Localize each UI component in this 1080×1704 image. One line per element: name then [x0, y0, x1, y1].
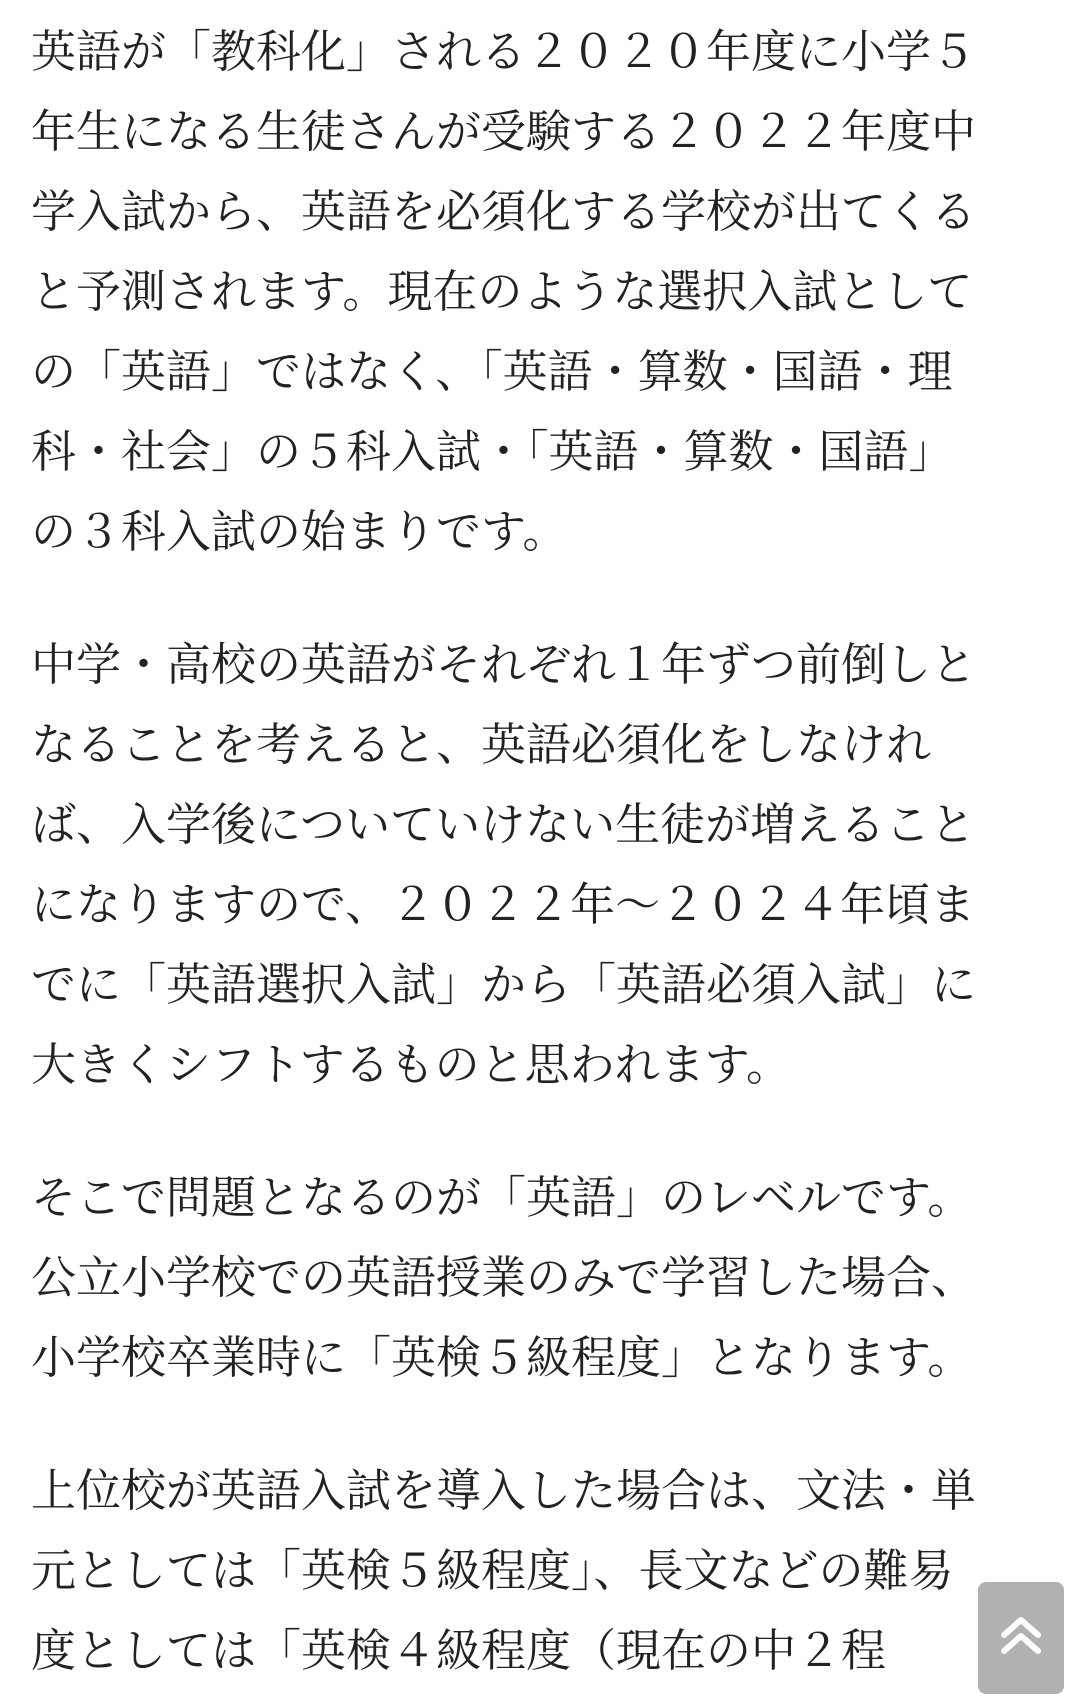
- text-line: 年生になる生徒さんが受験する２０２２年度中: [31, 105, 977, 158]
- paragraph: [31, 1158, 1051, 1398]
- paragraph-gap: [31, 1398, 1051, 1451]
- text-line: の３科入試の始まりです。: [31, 505, 568, 558]
- text-line: 度としては「英検４級程度（現在の中２程: [31, 1624, 887, 1677]
- text-line: ば、入学後についていけない生徒が増えること: [31, 798, 976, 851]
- text-line: の「英語」ではなく、「英語・算数・国語・理: [31, 345, 953, 398]
- paragraph: [31, 1451, 1051, 1691]
- scroll-to-top-button[interactable]: [978, 1582, 1064, 1694]
- text-line: 上位校が英語入試を導入した場合は、文法・単: [31, 1464, 977, 1517]
- text-line: と予測されます。現在のような選択入試として: [31, 265, 973, 318]
- article-body: [31, 12, 1051, 1691]
- paragraph: [31, 12, 1051, 572]
- double-chevron-up-icon: [996, 1611, 1046, 1665]
- text-line: 中学・高校の英語がそれぞれ１年ずつ前倒しと: [31, 638, 977, 691]
- paragraph-gap: [31, 1105, 1051, 1158]
- paragraph-gap: [31, 572, 1051, 625]
- text-line: なることを考えると、英語必須化をしなけれ: [31, 718, 932, 771]
- text-line: そこで問題となるのが「英語」のレベルです。: [31, 1171, 973, 1224]
- text-line: 大きくシフトするものと思われます。: [31, 1038, 792, 1091]
- text-line: 元としては「英検５級程度」、長文などの難易: [31, 1544, 954, 1597]
- text-line: になりますので、２０２２年～２０２４年頃ま: [31, 878, 976, 931]
- paragraph: [31, 625, 1051, 1105]
- text-line: でに「英語選択入試」から「英語必須入試」に: [31, 958, 977, 1011]
- text-line: 小学校卒業時に「英検５級程度」となります。: [31, 1331, 973, 1384]
- text-line: 英語が「教科化」される２０２０年度に小学５: [31, 25, 977, 78]
- text-line: 科・社会」の５科入試・「英語・算数・国語」: [31, 425, 954, 478]
- text-line: 公立小学校での英語授業のみで学習した場合、: [31, 1251, 977, 1304]
- text-line: 学入試から、英語を必須化する学校が出てくる: [31, 185, 977, 238]
